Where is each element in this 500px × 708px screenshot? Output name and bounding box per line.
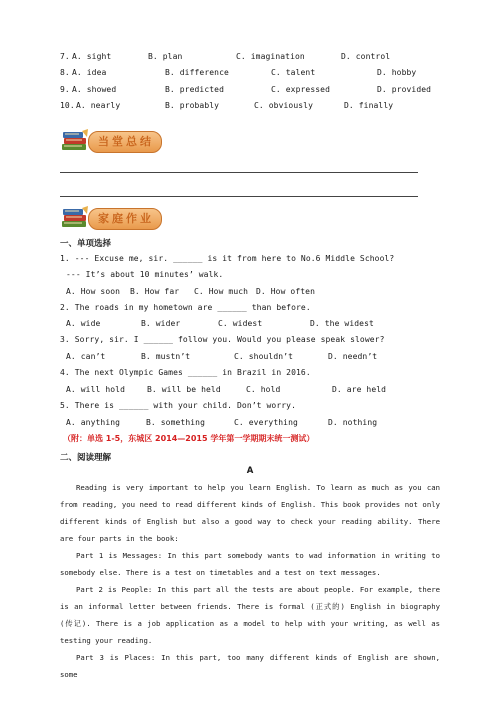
option-d: D. control <box>341 52 391 61</box>
option-b: B. predicted <box>165 85 224 94</box>
option-c: C. talent <box>271 68 316 77</box>
vocab-row-9 <box>60 85 440 97</box>
paragraph: Part 1 is Messages: In this part somebody wants to wad information in writing to somebody else. There is a test on timetables and a test on text messages. <box>60 551 440 577</box>
question-number: 7. <box>60 52 70 61</box>
question-text: 2. The roads in my hometown are ______ than before. <box>60 303 311 312</box>
options-row <box>66 352 436 364</box>
option-d: D. hobby <box>377 68 417 77</box>
options-row <box>66 385 436 397</box>
question-text: 1. --- Excuse me, sir. ______ is it from here to No.6 Middle School? <box>60 254 395 263</box>
option-c: C. shouldn’t <box>234 352 293 361</box>
option-a: A. will hold <box>66 385 125 394</box>
option-c: C. expressed <box>271 85 330 94</box>
answer-line <box>60 172 418 173</box>
option-d: D. finally <box>344 101 394 110</box>
option-c: C. hold <box>246 385 281 394</box>
option-b: B. difference <box>165 68 229 77</box>
banner-title: 家庭作业 <box>98 212 154 225</box>
vocab-row-8 <box>60 68 440 80</box>
options-row <box>66 418 436 430</box>
question-number: 8. <box>60 68 70 77</box>
option-c: C. everything <box>234 418 298 427</box>
option-a: A. How soon <box>66 287 121 296</box>
homework-banner <box>60 205 160 231</box>
source-note: （附：单选 1-5，东城区 2014—2015 学年第一学期期末统一测试） <box>63 434 315 443</box>
option-b: B. will be held <box>147 385 221 394</box>
option-d: D. nothing <box>328 418 378 427</box>
paragraph: Part 3 is Places: In this part, too many different kinds of English are shown, some <box>60 653 440 679</box>
options-row <box>66 319 436 331</box>
banner-title: 当堂总结 <box>98 135 154 148</box>
answer-line <box>60 196 418 197</box>
option-b: B. probably <box>165 101 220 110</box>
vocab-row-10 <box>60 101 440 113</box>
option-c: C. widest <box>218 319 263 328</box>
option-d: D. How often <box>256 287 315 296</box>
passage-title: A <box>246 466 254 476</box>
question-number: 10. <box>60 101 75 110</box>
option-a: A. showed <box>72 85 117 94</box>
question-text: 5. There is ______ with your child. Don’t worry. <box>60 401 296 410</box>
option-d: D. provided <box>377 85 432 94</box>
question-text: 3. Sorry, sir. I ______ follow you. Would you please speak slower? <box>60 335 385 344</box>
question-number: 9. <box>60 85 70 94</box>
answer-text: --- It’s about 10 minutes’ walk. <box>66 270 224 279</box>
option-a: A. sight <box>72 52 112 61</box>
option-c: C. How much <box>194 287 249 296</box>
option-b: B. How far <box>130 287 180 296</box>
option-d: D. needn’t <box>328 352 378 361</box>
option-a: A. nearly <box>76 101 121 110</box>
options-row <box>66 287 436 299</box>
paragraph: Part 2 is People: In this part all the tests are about people. For example, there is an informal letter between friends. There is formal (正式的) English in biography (传记). There is a job application as a model to help with your writing, as well as testing your reading. <box>60 585 440 645</box>
option-b: B. plan <box>148 52 183 61</box>
option-a: A. anything <box>66 418 121 427</box>
summary-banner <box>60 128 160 154</box>
option-a: A. can’t <box>66 352 106 361</box>
option-c: C. imagination <box>236 52 305 61</box>
option-b: B. something <box>146 418 205 427</box>
vocab-row-7 <box>60 52 440 64</box>
option-a: A. idea <box>72 68 107 77</box>
option-c: C. obviously <box>254 101 313 110</box>
option-d: D. are held <box>332 385 387 394</box>
passage-body <box>60 479 440 683</box>
paragraph: Reading is very important to help you learn English. To learn as much as you can from reading, you need to read different kinds of English. This book provides not only different kinds of English but also a good way to check your reading ability. There are four parts in the book: <box>60 483 440 543</box>
option-d: D. the widest <box>310 319 374 328</box>
option-b: B. wider <box>141 319 181 328</box>
option-a: A. wide <box>66 319 101 328</box>
section-heading: 二、阅读理解 <box>60 453 112 463</box>
option-b: B. mustn’t <box>141 352 191 361</box>
question-text: 4. The next Olympic Games ______ in Brazil in 2016. <box>60 368 311 377</box>
section-heading: 一、单项选择 <box>60 239 112 249</box>
